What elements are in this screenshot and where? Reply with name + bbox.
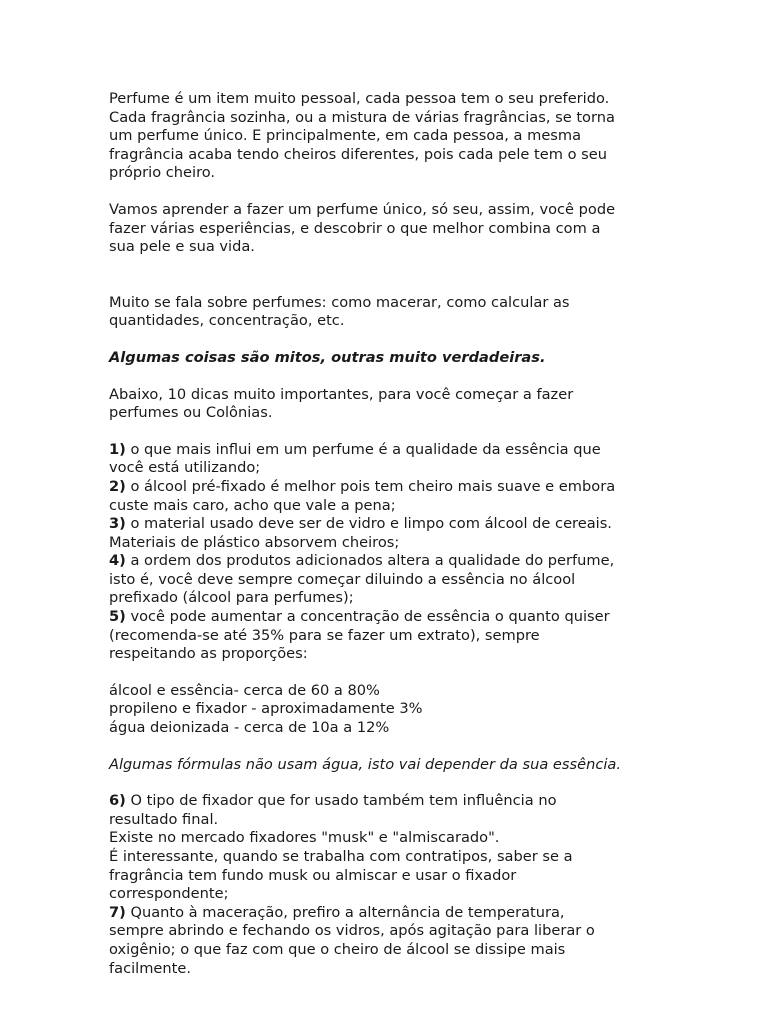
- tip-1: [109, 441, 669, 478]
- tip-number: 3): [109, 515, 126, 533]
- tip-7: [109, 904, 669, 978]
- intro-paragraph-2: [109, 201, 669, 257]
- text-line: fazer várias esperiências, e descobrir o que melhor combina com a: [109, 219, 601, 237]
- intro-paragraph-3: [109, 294, 669, 331]
- text-line: Cada fragrância sozinha, ou a mistura de várias fragrâncias, se torna: [109, 108, 615, 126]
- proportion-item: água deionizada - cerca de 10a a 12%: [109, 719, 390, 737]
- tip-text: a ordem dos produtos adicionados altera a qualidade do perfume,: [130, 552, 615, 570]
- tip-text: Materiais de plástico absorvem cheiros;: [109, 533, 400, 551]
- tip-number: 5): [109, 608, 126, 626]
- section-heading: Algumas coisas são mitos, outras muito verdadeiras.: [109, 348, 546, 366]
- text-line: Perfume é um item muito pessoal, cada pessoa tem o seu preferido.: [109, 90, 610, 107]
- text-line: próprio cheiro.: [109, 164, 216, 182]
- tip-2: [109, 478, 669, 515]
- text-line: sua pele e sua vida.: [109, 238, 255, 256]
- tip-number: 1): [109, 440, 126, 458]
- tip-text: você pode aumentar a concentração de essência o quanto quiser: [130, 608, 610, 626]
- text-line: quantidades, concentração, etc.: [109, 312, 345, 330]
- tip-4: [109, 552, 669, 608]
- tip-text: O tipo de fixador que for usado também tem influência no: [130, 792, 557, 810]
- tip-text: sempre abrindo e fechando os vidros, após agitação para liberar o: [109, 922, 595, 940]
- text-line: Abaixo, 10 dicas muito importantes, para você começar a fazer: [109, 385, 574, 403]
- intro-paragraph-1: [109, 90, 669, 183]
- tip-text: Existe no mercado fixadores "musk" e "almiscarado".: [109, 829, 500, 847]
- proportions-list: [109, 682, 669, 738]
- tip-text: o material usado deve ser de vidro e limpo com álcool de cereais.: [130, 515, 612, 533]
- tip-number: 7): [109, 903, 126, 921]
- tip-text: correspondente;: [109, 885, 229, 903]
- text-line: perfumes ou Colônias.: [109, 404, 273, 422]
- document-body: [109, 90, 669, 978]
- tip-5: [109, 608, 669, 664]
- tip-text: o álcool pré-fixado é melhor pois tem cheiro mais suave e embora: [130, 477, 616, 495]
- text-line: Muito se fala sobre perfumes: como macerar, como calcular as: [109, 293, 570, 311]
- tips-lead: [109, 386, 669, 423]
- tips-list-2: [109, 792, 669, 978]
- text-line: Vamos aprender a fazer um perfume único, só seu, assim, você pode: [109, 200, 616, 218]
- tip-text: custe mais caro, acho que vale a pena;: [109, 496, 396, 514]
- tip-text: isto é, você deve sempre começar diluindo a essência no álcool: [109, 570, 576, 588]
- tip-6: [109, 792, 669, 904]
- tip-text: você está utilizando;: [109, 459, 261, 477]
- tip-3: [109, 515, 669, 552]
- tip-text: fragrância tem fundo musk ou almiscar e usar o fixador: [109, 866, 517, 884]
- tip-number: 2): [109, 477, 126, 495]
- tip-text: oxigênio; o que faz com que o cheiro de álcool se dissipe mais: [109, 940, 566, 958]
- tip-text: Quanto à maceração, prefiro a alternância de temperatura,: [130, 903, 565, 921]
- tip-text: prefixado (álcool para perfumes);: [109, 589, 354, 607]
- water-note: Algumas fórmulas não usam água, isto vai depender da sua essência.: [109, 755, 621, 773]
- tip-text: É interessante, quando se trabalha com contratipos, saber se a: [109, 848, 573, 865]
- tip-text: respeitando as proporções:: [109, 645, 308, 663]
- tip-text: o que mais influi em um perfume é a qualidade da essência que: [130, 440, 601, 458]
- proportion-item: álcool e essência- cerca de 60 a 80%: [109, 681, 380, 699]
- tip-text: resultado final.: [109, 810, 219, 828]
- text-line: fragrância acaba tendo cheiros diferentes, pois cada pele tem o seu: [109, 145, 607, 163]
- tip-text: facilmente.: [109, 959, 191, 977]
- text-line: um perfume único. E principalmente, em cada pessoa, a mesma: [109, 127, 582, 145]
- tip-text: (recomenda-se até 35% para se fazer um extrato), sempre: [109, 626, 540, 644]
- tips-list: [109, 441, 669, 664]
- proportion-item: propileno e fixador - aproximadamente 3%: [109, 700, 423, 718]
- tip-number: 6): [109, 792, 126, 810]
- tip-number: 4): [109, 552, 126, 570]
